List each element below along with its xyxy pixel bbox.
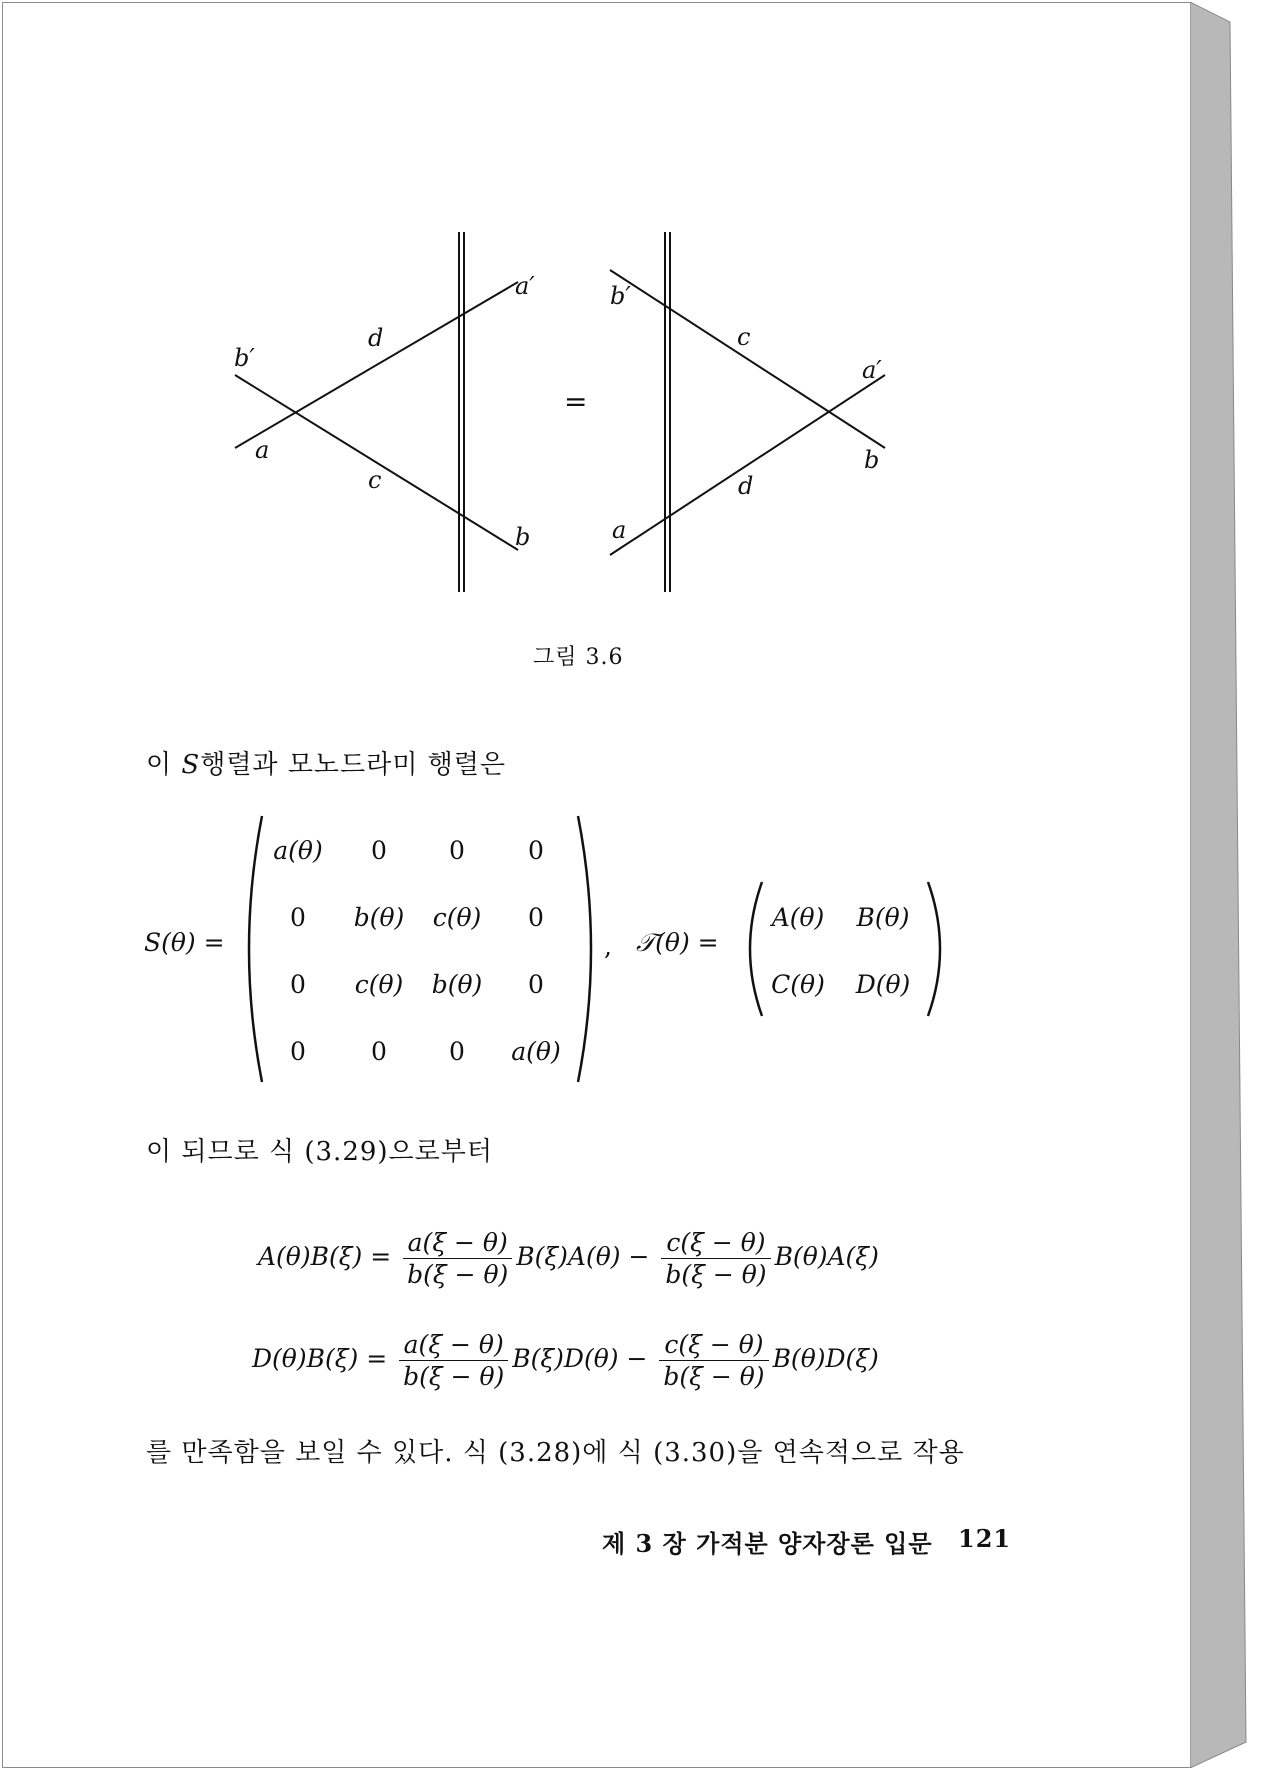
label-right-b-prime: b′ [610,282,631,310]
s-matrix-cell-0-0: a(θ) [273,836,323,865]
label-right-b: b [864,446,880,474]
eq2-tail: B(θ)D(ξ) [772,1344,879,1373]
s-matrix-cell-3-2: 0 [449,1037,465,1066]
paragraph-line-3: 를 만족함을 보일 수 있다. 식 (3.28)에 식 (3.30)을 연속적으로 작용 [146,1438,965,1468]
figure-caption: 그림 3.6 [533,645,624,670]
s-matrix-cell-1-3: 0 [528,903,544,932]
label-left-d: d [368,324,384,352]
equation-1 [258,1228,879,1289]
matrix-separator-comma: , [604,932,612,961]
s-matrix-cell-2-0: 0 [290,970,306,999]
label-left-b: b [515,523,531,551]
s-matrix-cell-1-2: c(θ) [432,903,482,932]
t-matrix-cell-1-1: D(θ) [855,970,911,999]
eq2-fraction-2: $\frac{c(\xi - \theta)}{b(\xi - \theta)}$ [659,1330,768,1391]
paragraph-line-1: 이 S행렬과 모노드라미 행렬은 [146,750,507,780]
page-edge-shading [1190,2,1248,1768]
s-matrix-cell-3-1: 0 [371,1037,387,1066]
t-matrix-cell-1-0: C(θ) [771,970,825,999]
s-matrix-cell-0-3: 0 [528,836,544,865]
s-matrix-cell-0-1: 0 [371,836,387,865]
running-footer-chapter: 제 3 장 가적분 양자장론 입문 [602,1529,933,1558]
s-matrix-lhs: S(θ) = [144,928,225,957]
figure-3-6-diagram [200,220,920,600]
eq1-lhs: A(θ)B(ξ) = [258,1242,392,1271]
paragraph-line-2: 이 되므로 식 (3.29)으로부터 [146,1137,494,1167]
eq2-fraction-1: $\frac{a(\xi - \theta)}{b(\xi - \theta)}$ [399,1330,508,1391]
left-line-c [235,375,518,550]
s-matrix-cell-0-2: 0 [449,836,465,865]
t-matrix-cell-0-0: A(θ) [771,903,825,932]
right-line-d [610,375,885,555]
eq1-middle: B(ξ)A(θ) − [516,1242,650,1271]
s-matrix-cell-1-0: 0 [290,903,306,932]
equation-2 [252,1330,879,1391]
eq1-tail: B(θ)A(ξ) [774,1242,879,1271]
label-right-c: c [737,323,751,351]
s-matrix-cell-3-0: 0 [290,1037,306,1066]
right-line-c [610,270,885,448]
label-right-d: d [738,472,754,500]
t-matrix-lhs: 𝒯(θ) = [636,928,719,957]
label-left-c: c [368,466,382,494]
label-left-a-prime: a′ [515,272,535,300]
s-matrix-cell-3-3: a(θ) [511,1037,561,1066]
label-left-a: a [255,436,270,464]
eq2-lhs: D(θ)B(ξ) = [252,1344,388,1373]
eq2-middle: B(ξ)D(θ) − [512,1344,648,1373]
label-right-a: a [612,516,627,544]
s-matrix-cell-2-3: 0 [528,970,544,999]
s-matrix-cell-2-2: b(θ) [431,970,483,999]
label-left-b-prime: b′ [234,344,255,372]
s-matrix-cell-1-1: b(θ) [353,903,405,932]
eq1-fraction-1: $\frac{a(\xi - \theta)}{b(\xi - \theta)}$ [403,1228,512,1289]
page-number: 121 [958,1524,1012,1553]
left-line-d [235,282,518,448]
figure-equals-sign: = [564,385,588,418]
eq1-fraction-2: $\frac{c(\xi - \theta)}{b(\xi - \theta)}$ [661,1228,770,1289]
t-matrix-cell-0-1: B(θ) [856,903,910,932]
s-matrix-cell-2-1: c(θ) [354,970,404,999]
label-right-a-prime: a′ [862,356,882,384]
